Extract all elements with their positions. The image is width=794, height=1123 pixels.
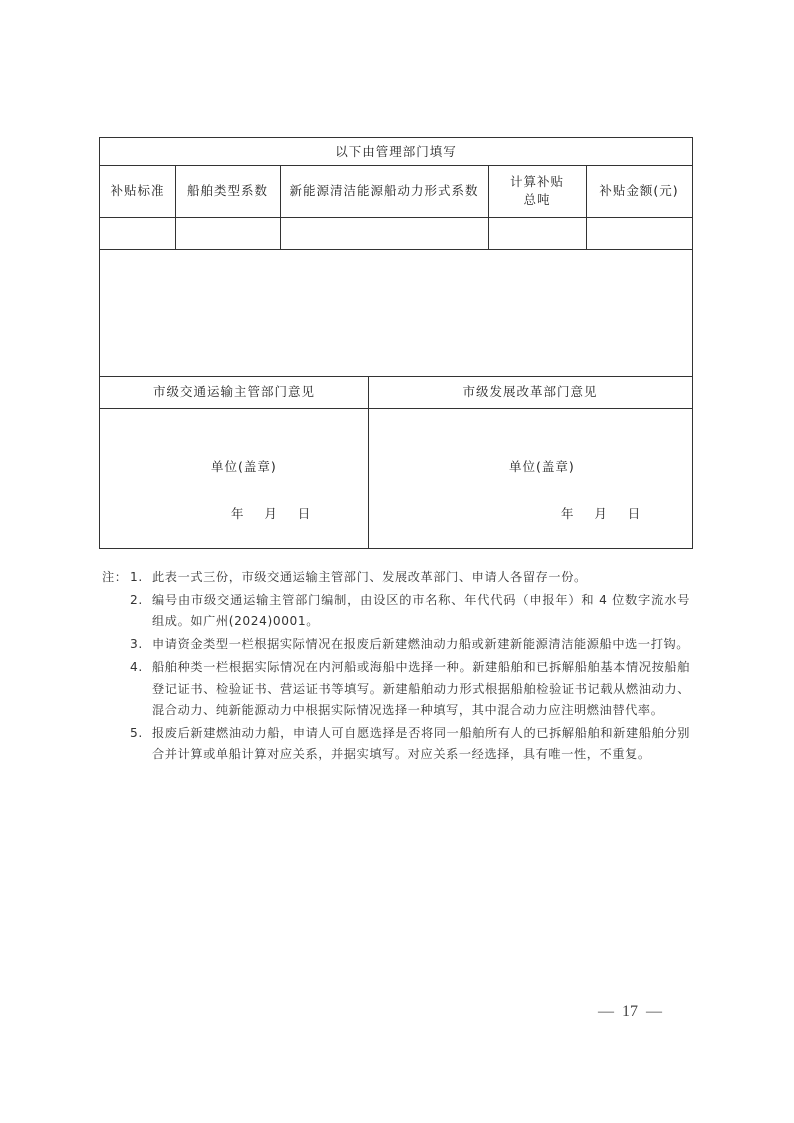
- transport-dept-date: 年 月 日: [231, 506, 312, 521]
- note-item: [130, 723, 690, 766]
- note-item: [130, 567, 690, 588]
- note-item: [130, 634, 690, 655]
- notes-label: 注：: [102, 570, 128, 584]
- blank-remarks-area[interactable]: [100, 249, 692, 376]
- note-text: 申请资金类型一栏根据实际情况在报废后新建燃油动力船或新建新能源清洁能源船中选一打钩。: [152, 637, 690, 652]
- development-reform-date: 年 月 日: [561, 506, 642, 521]
- page-number: — 17 —: [598, 1003, 662, 1020]
- note-number: 1.: [130, 570, 143, 584]
- value-subsidy-standard[interactable]: [100, 217, 175, 249]
- note-text: 船舶种类一栏根据实际情况在内河船或海船中选择一种。新建船舶和已拆解船舶基本情况按船舶登记证书、检验证书、营运证书等填写。新建船舶动力形式根据船舶检验证书记载从燃油动力、混合动力、纯新能源动力中根据实际情况选择一种填写，其中混合动力应注明燃油替代率。: [152, 660, 690, 717]
- value-subsidy-amount[interactable]: [586, 217, 692, 249]
- management-form-table: [99, 137, 693, 549]
- row-divider: [100, 408, 692, 409]
- value-calculated-gross-tonnage[interactable]: [488, 217, 586, 249]
- transport-dept-stamp-label: 单位(盖章): [211, 459, 277, 474]
- note-text: 此表一式三份，市级交通运输主管部门、发展改革部门、申请人各留存一份。: [152, 570, 587, 584]
- col-subsidy-standard: 补贴标准: [110, 183, 165, 198]
- col-power-form-coefficient: 新能源清洁能源船动力形式系数: [289, 183, 479, 198]
- col-calculated-gross-tonnage: 计算补贴 总吨: [509, 174, 564, 207]
- note-number: 3.: [130, 637, 143, 652]
- note-item: [130, 657, 690, 721]
- col-subsidy-amount: 补贴金额(元): [599, 183, 679, 198]
- development-reform-opinion-title: 市级发展改革部门意见: [462, 384, 598, 399]
- col-ship-type-coefficient: 船舶类型系数: [186, 183, 268, 198]
- value-ship-type-coefficient[interactable]: [175, 217, 280, 249]
- note-item: [130, 590, 690, 633]
- note-number: 4.: [130, 660, 143, 675]
- development-reform-stamp-label: 单位(盖章): [509, 459, 575, 474]
- value-power-form-coefficient[interactable]: [280, 217, 488, 249]
- note-number: 2.: [130, 592, 143, 607]
- section-header: 以下由管理部门填写: [335, 143, 457, 159]
- notes-section: [102, 567, 690, 767]
- note-text: 报废后新建燃油动力船，申请人可自愿选择是否将同一船舶所有人的已拆解船舶和新建船舶分别合并计算或单船计算对应关系，并据实填写。对应关系一经选择，具有唯一性，不重复。: [152, 725, 690, 762]
- note-number: 5.: [130, 725, 143, 740]
- transport-dept-opinion-title: 市级交通运输主管部门意见: [152, 384, 315, 399]
- note-text: 编号由市级交通运输主管部门编制，由设区的市名称、年代代码（申报年）和 4 位数字流水号组成。如广州(2024)0001。: [152, 592, 690, 629]
